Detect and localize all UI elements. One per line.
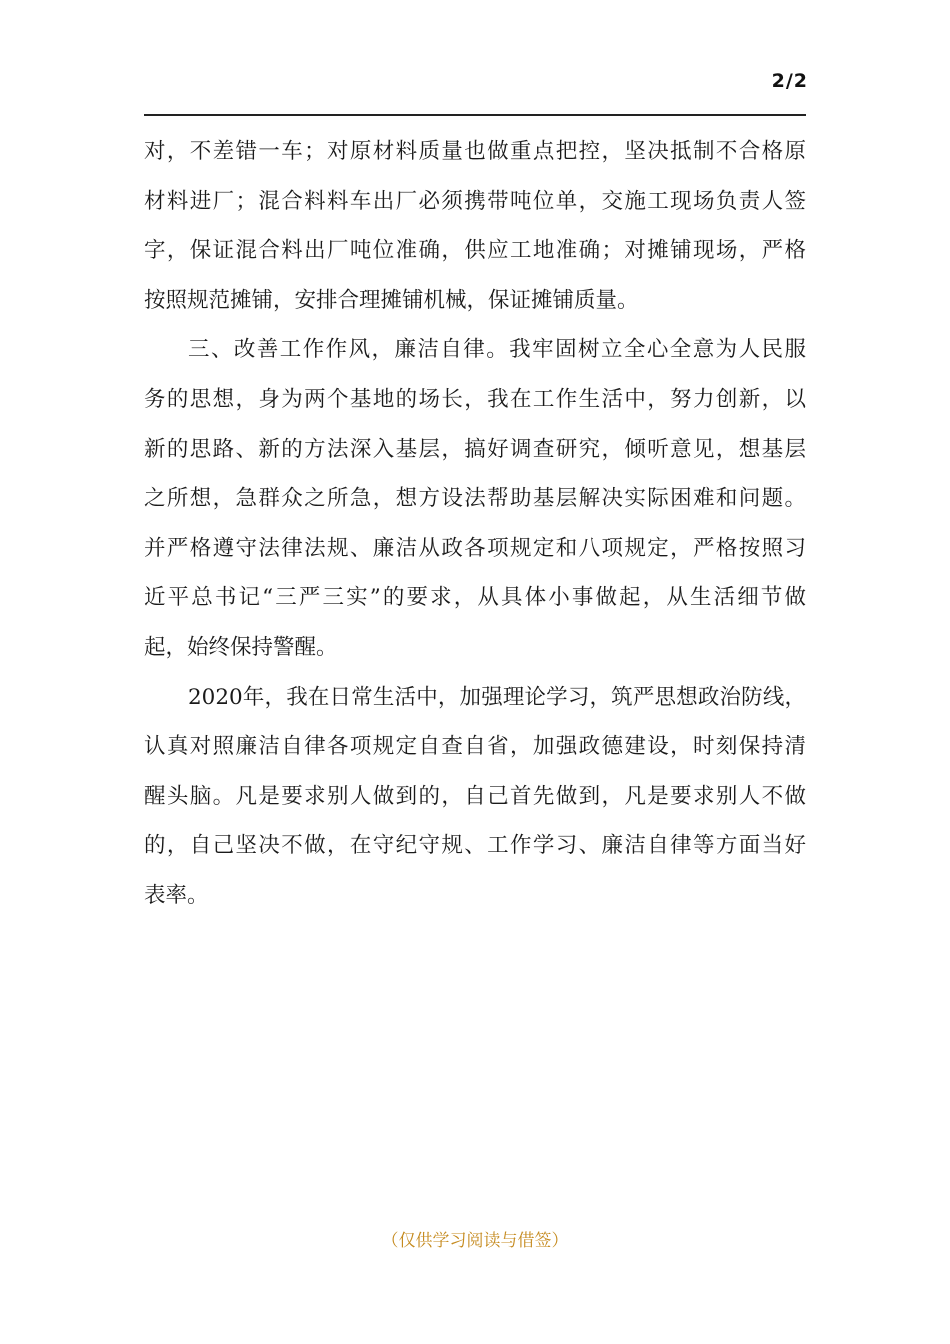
text-line: 之所想，急群众之所急，想方设法帮助基层解决实际困难和问题。 <box>144 486 806 512</box>
page-number: 2/2 <box>771 70 808 92</box>
header-rule <box>144 114 806 116</box>
text-line: 醒头脑。凡是要求别人做到的，自己首先做到，凡是要求别人不做 <box>144 783 806 809</box>
text-line: 并严格遵守法律法规、廉洁从政各项规定和八项规定，严格按照习 <box>144 535 806 561</box>
footer-disclaimer: （仅供学习阅读与借签） <box>381 1231 569 1251</box>
paragraph-3 <box>144 673 806 921</box>
text-line: 2020年，我在日常生活中，加强理论学习，筑严思想政治防线， <box>188 684 806 710</box>
text-line: 按照规范摊铺，安排合理摊铺机械，保证摊铺质量。 <box>144 287 639 313</box>
text-line: 新的思路、新的方法深入基层，搞好调查研究，倾听意见，想基层 <box>144 436 806 462</box>
text-line: 表率。 <box>144 882 209 908</box>
text-line: 的，自己坚决不做，在守纪守规、工作学习、廉洁自律等方面当好 <box>144 833 806 859</box>
text-line: 起，始终保持警醒。 <box>144 634 338 660</box>
text-line: 务的思想，身为两个基地的场长，我在工作生活中，努力创新，以 <box>144 386 806 412</box>
text-line: 近平总书记“三严三实”的要求，从具体小事做起，从生活细节做 <box>144 585 806 611</box>
text-line: 字，保证混合料出厂吨位准确，供应工地准确；对摊铺现场，严格 <box>144 238 806 264</box>
paragraph-2 <box>144 325 806 672</box>
text-line: 对，不差错一车；对原材料质量也做重点把控，坚决抵制不合格原 <box>144 139 806 164</box>
text-line: 材料进厂；混合料料车出厂必须携带吨位单，交施工现场负责人签 <box>144 188 806 214</box>
paragraph-1 <box>144 127 806 325</box>
text-line: 三、改善工作作风，廉洁自律。我牢固树立全心全意为人民服 <box>188 337 806 363</box>
text-line: 认真对照廉洁自律各项规定自查自省，加强政德建设，时刻保持清 <box>144 734 806 760</box>
document-body <box>144 127 806 921</box>
